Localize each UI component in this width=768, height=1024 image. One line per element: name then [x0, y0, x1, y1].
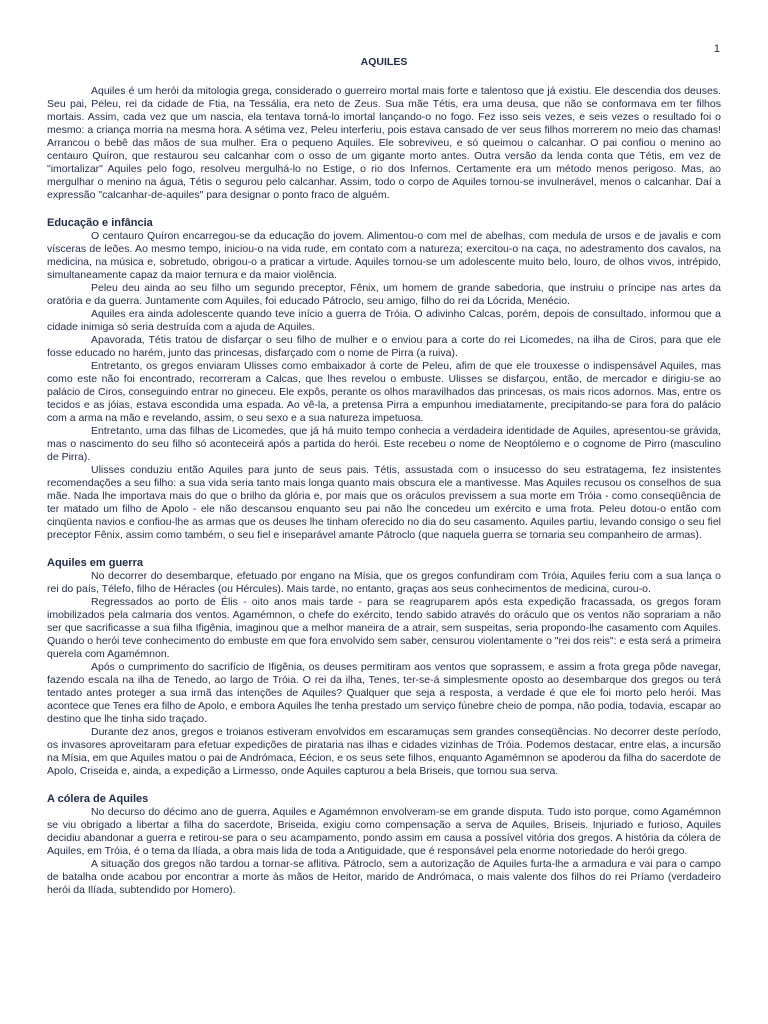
paragraph: Peleu deu ainda ao seu filho um segundo preceptor, Fênix, um homem de grande sabedoria, que instruiu o príncipe nas artes da oratória e da guerra. Juntamente com Aquiles, foi educado Pátroclo, seu amigo, filho do rei da Lócrida, Menécio. [47, 282, 721, 307]
paragraph: Apavorada, Tétis tratou de disfarçar o seu filho de mulher e o enviou para a corte do rei Licomedes, na ilha de Ciros, para que ele fosse educado no harém, junto das princesas, disfarçado com o nome de Pirra (a ruiva). [47, 334, 721, 359]
document-title: AQUILES [360, 56, 408, 68]
paragraph: Após o cumprimento do sacrifício de Ifigênia, os deuses permitiram aos ventos que soprassem, e assim a frota grega pôde navegar, fazendo escala na ilha de Tenedo, ao largo de Tróia. O rei da ilha, Tenes, ter-se-á simplesmente oposto ao desembarque dos gregos ou terá tentado antes proteger a sua irmã das intenções de Aquiles? Qualquer que seja a resposta, a verdade é que ele foi morto pelo herói. Mas acontece que Tenes era filho de Apolo, e embora Aquiles lhe tenha prestado um serviço fúnebre cheio de pompa, não podia, todavia, escapar ao destino que lhe tinha sido traçado. [47, 661, 722, 725]
paragraph: Ulisses conduziu então Aquiles para junto de seus pais. Tétis, assustada com o insucesso do seu estratagema, fez insistentes recomendações a seu filho: a sua vida seria tanto mais longa quanto mais obscura ele a mantivesse. Mas Aquiles recusou os conselhos de sua mãe. Nada lhe importava mais do que o brilho da glória e, por mais que os oráculos previssem a sua morte em Tróia - como conseqüência de ter matado um filho de Apolo - ele não descansou enquanto seu pai não lhe concedeu um exército e uma frota. Peleu dotou-o então com cinqüenta navios e confiou-lhe as armas que os deuses lhe tinham oferecido no dia do seu casamento. Aquiles partiu, levando consigo o seu fiel preceptor Fênix, assim como também, o seu fiel e inseparável amante Pátroclo (que naquela guerra se tornaria seu companheiro de armas). [47, 464, 721, 541]
document-body [47, 56, 721, 897]
paragraph: Durante dez anos, gregos e troianos estiveram envolvidos em escaramuças sem grandes conseqüências. No decorrer deste período, os invasores aproveitaram para efetuar expedições de pirataria nas ilhas e cidades vizinhas de Tróia. Podemos destacar, entre elas, a incursão na Mísia, em que Aquiles matou o pai de Andrómaca, Eécion, e os seus sete filhos, enquanto Agamémnon se apoderou da filha do sacerdote de Apolo, Criseida e, ainda, a expedição a Lirmesso, onde Aquiles capturou a bela Briseis, que tornou sua serva. [47, 726, 721, 777]
section-educacao [47, 216, 721, 542]
paragraph: O centauro Quíron encarregou-se da educação do jovem. Alimentou-o com mel de abelhas, com medula de ursos e de javalis e com vísceras de leões. Ao mesmo tempo, iniciou-o na vida rude, em contato com a natureza; exercitou-o na caça, no adestramento dos cavalos, na medicina, na música e, sobretudo, obrigou-o a praticar a virtude. Aquiles tornou-se um adolescente muito belo, louro, de olhos vivos, intrépido, simultaneamente capaz da maior ternura e da maior violência. [47, 230, 721, 281]
section-heading: A cólera de Aquiles [47, 793, 149, 805]
paragraph: Entretanto, uma das filhas de Licomedes, que já há muito tempo conhecia a verdadeira identidade de Aquiles, apresentou-se grávida, mas o nascimento do seu filho só aconteceirá após a partida do herói. Este recebeu o nome de Neoptólemo e o cognome de Pirro (masculino de Pirra). [47, 425, 721, 463]
paragraph: A situação dos gregos não tardou a tornar-se aflitiva. Pátroclo, sem a autorização de Aquiles furta-lhe a armadura e vai para o campo de batalha onde acabou por encontrar a morte às mãos de Heitor, marido de Andrómaca, o mais valente dos filhos do rei Príamo (verdadeiro herói da Ilíada, subtendido por Homero). [47, 858, 721, 896]
paragraph: Entretanto, os gregos enviaram Ulisses como embaixador à corte de Peleu, afim de que ele trouxesse o indispensável Aquiles, mas como este não foi encontrado, recorreram a Calcas, que lhes revelou o embuste. Ulisses se disfarçou, então, de mercador e dirigiu-se ao palácio de Ciros, conseguindo entrar no gineceu. Ele expôs, perante os olhos maravilhados das princesas, os mais ricos adornos. Mas, entre os tecidos e as jóias, estava escondida uma espada. Ao vê-la, a pretensa Pirra a empunhou imediatamente, precipitando-se para fora do palácio com a arma na mão e revelando, assim, o seu sexo e a sua natureza impetuosa. [47, 360, 721, 424]
section-heading: Aquiles em guerra [47, 557, 143, 569]
paragraph: Aquiles era ainda adolescente quando teve início a guerra de Tróia. O adivinho Calcas, porém, depois de consultado, informou que a cidade inimiga só seria destruída com a ajuda de Aquiles. [47, 308, 721, 333]
paragraph: No decurso do décimo ano de guerra, Aquiles e Agamémnon envolveram-se em grande disputa. Tudo isto porque, como Agamémnon se viu obrigado a libertar a filha do sacerdote, Briseida, exigiu como compensação a serva de Aquiles, Briseis. Injuriado e furioso, Aquiles decidiu abandonar a guerra e retirou-se para o seu acampamento, pondo assim em causa a possível vitória dos gregos. A história da cólera de Aquiles, em Tróia, é o tema da Ilíada, a obra mais lida de toda a Antiguidade, que é responsável pela enorme notoriedade do herói grego. [47, 806, 721, 857]
paragraph: Regressados ao porto de Élis - oito anos mais tarde - para se reagruparem após esta expedição fracassada, os gregos foram imobilizados pela calmaria dos ventos. Agamémnon, o chefe do exército, tendo sabido através do oráculo que os ventos não soprariam a não ser que sacrificasse a sua filha Ifigênia, imaginou que a melhor maneira de a atrair, sem suspeitas, seria propondo-lhe casamento com Aquiles. Quando o herói teve conhecimento do embuste em que fora envolvido sem saber, censurou violentamente o "rei dos reis": e esta será a primeira querela com Agamémnon. [47, 596, 721, 660]
section-guerra [47, 556, 721, 778]
intro-paragraph: Aquiles é um herói da mitologia grega, considerado o guerreiro mortal mais forte e talentoso que já existiu. Ele descendia dos deuses. Seu pai, Peleu, rei da cidade de Ftia, na Tessália, era neto de Zeus. Sua mãe Tétis, era uma deusa, que não se conformava em ter filhos mortais. Assim, cada vez que um nascia, ela tentava torná-lo imortal lançando-o no fogo. Fez isso seis vezes, e seis vezes o resultado foi o mesmo: a criança morria na mesma hora. A sétima vez, Peleu interferiu, pois estava cansado de ver seus filhos morrerem no meio das chamas! Arrancou o bebê das mãos de sua mulher. Era o pequeno Aquiles. Ele sobreviveu, e só queimou o calcanhar. O pai confiou o menino ao centauro Quíron, que restaurou seu calcanhar com o osso de um gigante morto antes. Outra versão da lenda conta que Tétis, em vez de "imortalizar" Aquiles pelo fogo, resolveu mergulhá-lo no Estige, o rio dos Infernos. Certamente era um método menos perigoso. Mas, ao mergulhar o menino na água, Tétis o segurou pelo calcanhar. Assim, todo o corpo de Aquiles tornou-se invulnerável, menos o calcanhar. Daí a expressão "calcanhar-de-aquiles" para designar o ponto fraco de alguém. [47, 85, 721, 201]
section-heading: Educação e infância [47, 217, 153, 229]
page-number: 1 [713, 43, 720, 55]
paragraph: No decorrer do desembarque, efetuado por engano na Mísia, que os gregos confundiram com Tróia, Aquiles feriu com a sua lança o rei do país, Télefo, filho de Héracles (ou Hércules). Mais tarde, no entanto, graças aos seus conhecimentos de medicina, curou-o. [47, 570, 721, 595]
section-colera [47, 792, 721, 897]
